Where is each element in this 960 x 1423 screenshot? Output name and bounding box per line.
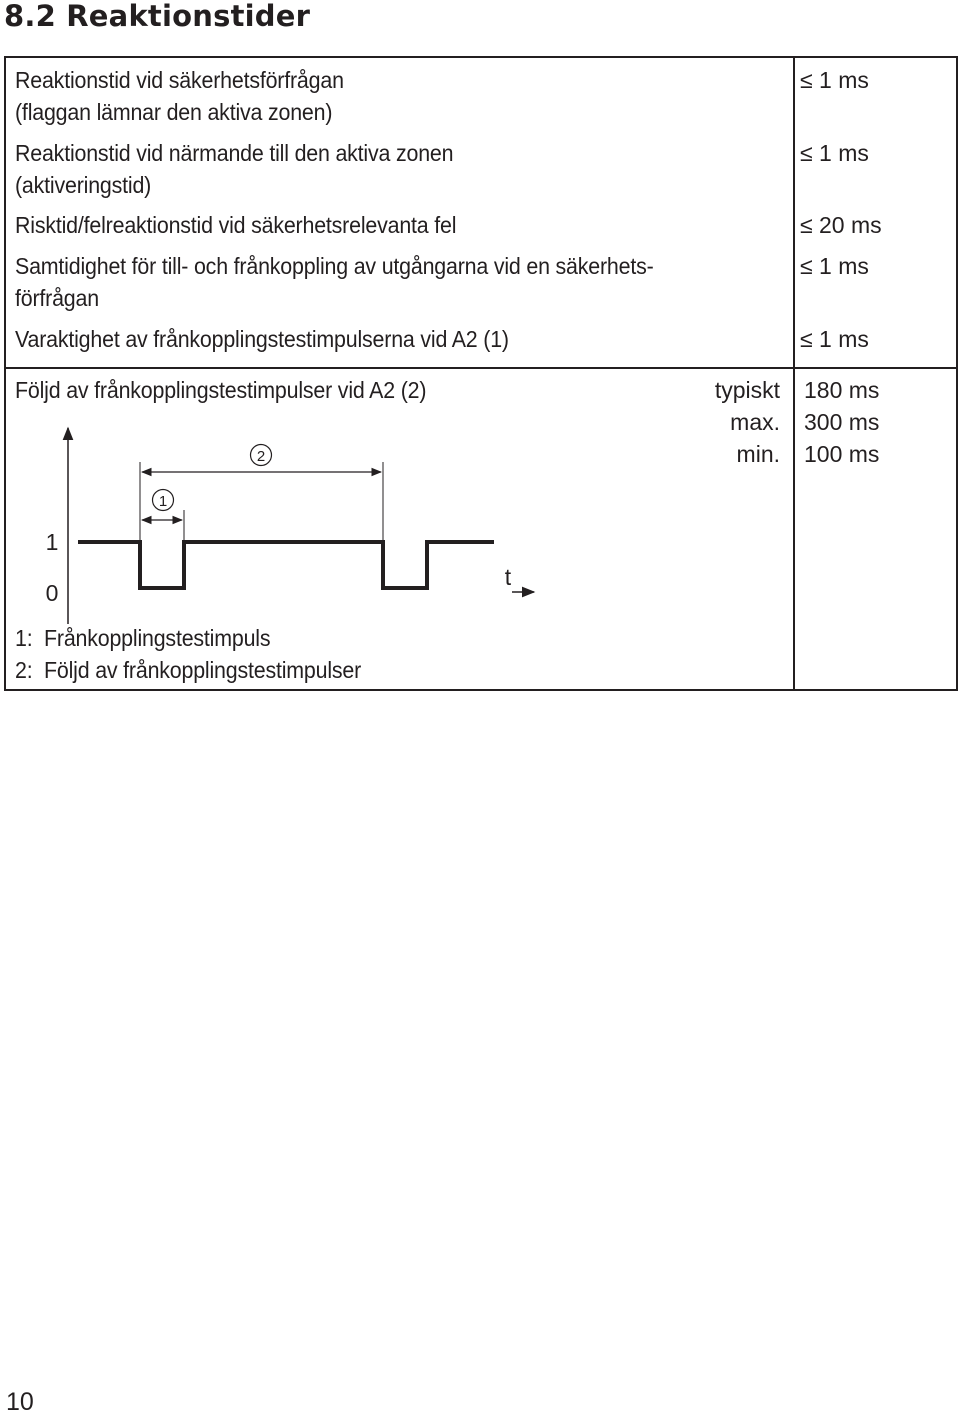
qualifier-min: min.: [736, 441, 780, 467]
row-2-value: ≤ 20 ms: [800, 212, 882, 238]
section-number: 8.2: [4, 0, 56, 33]
row-3-label-line2: förfrågan: [15, 285, 99, 311]
reaction-times-table: [4, 56, 958, 691]
row-1-label-line1: Reaktionstid vid närmande till den aktiva zonen: [15, 140, 454, 166]
row-0-label-line1: Reaktionstid vid säkerhetsförfrågan: [15, 67, 344, 93]
value-max: 300 ms: [804, 409, 880, 435]
time-axis-label: t: [504, 564, 512, 590]
row-4-label-line1: Varaktighet av frånkopplingstestimpulserna vid A2 (1): [15, 326, 509, 352]
qualifier-max: max.: [730, 409, 780, 435]
legend-key: 1:: [15, 625, 33, 651]
value-min: 100 ms: [804, 441, 880, 467]
pulse-timing-diagram: [6, 58, 786, 689]
column-divider: [793, 58, 795, 689]
row-1-value: ≤ 1 ms: [800, 140, 869, 166]
legend-item-1: [15, 622, 270, 654]
marker-2-label: 2: [256, 448, 266, 465]
legend-item-2: [15, 654, 361, 686]
signal-waveform: [78, 542, 494, 588]
level-low-label: 0: [45, 580, 59, 606]
marker-1-label: 1: [158, 493, 168, 510]
legend-key: 2:: [15, 657, 33, 683]
section-title: Reaktionstider: [66, 0, 311, 33]
qualifier-typical: typiskt: [714, 377, 780, 403]
page-number: 10: [6, 1388, 34, 1416]
row-0-value: ≤ 1 ms: [800, 67, 869, 93]
value-typical: 180 ms: [804, 377, 880, 403]
legend-text: Följd av frånkopplingstestimpulser: [44, 657, 362, 683]
row-3-value: ≤ 1 ms: [800, 253, 869, 279]
row-2-label-line1: Risktid/felreaktionstid vid säkerhetsrelevanta fel: [15, 212, 457, 238]
section-heading: [4, 0, 310, 34]
sequence-label: Följd av frånkopplingstestimpulser vid A2 (2): [15, 377, 427, 403]
level-high-label: 1: [45, 529, 59, 555]
row-4-value: ≤ 1 ms: [800, 326, 869, 352]
row-3-label-line1: Samtidighet för till- och frånkoppling av utgångarna vid en säkerhets-: [15, 253, 654, 279]
legend-text: Frånkopplingstestimpuls: [44, 625, 271, 651]
row-0-label-line2: (flaggan lämnar den aktiva zonen): [15, 99, 333, 125]
row-1-label-line2: (aktiveringstid): [15, 172, 152, 198]
